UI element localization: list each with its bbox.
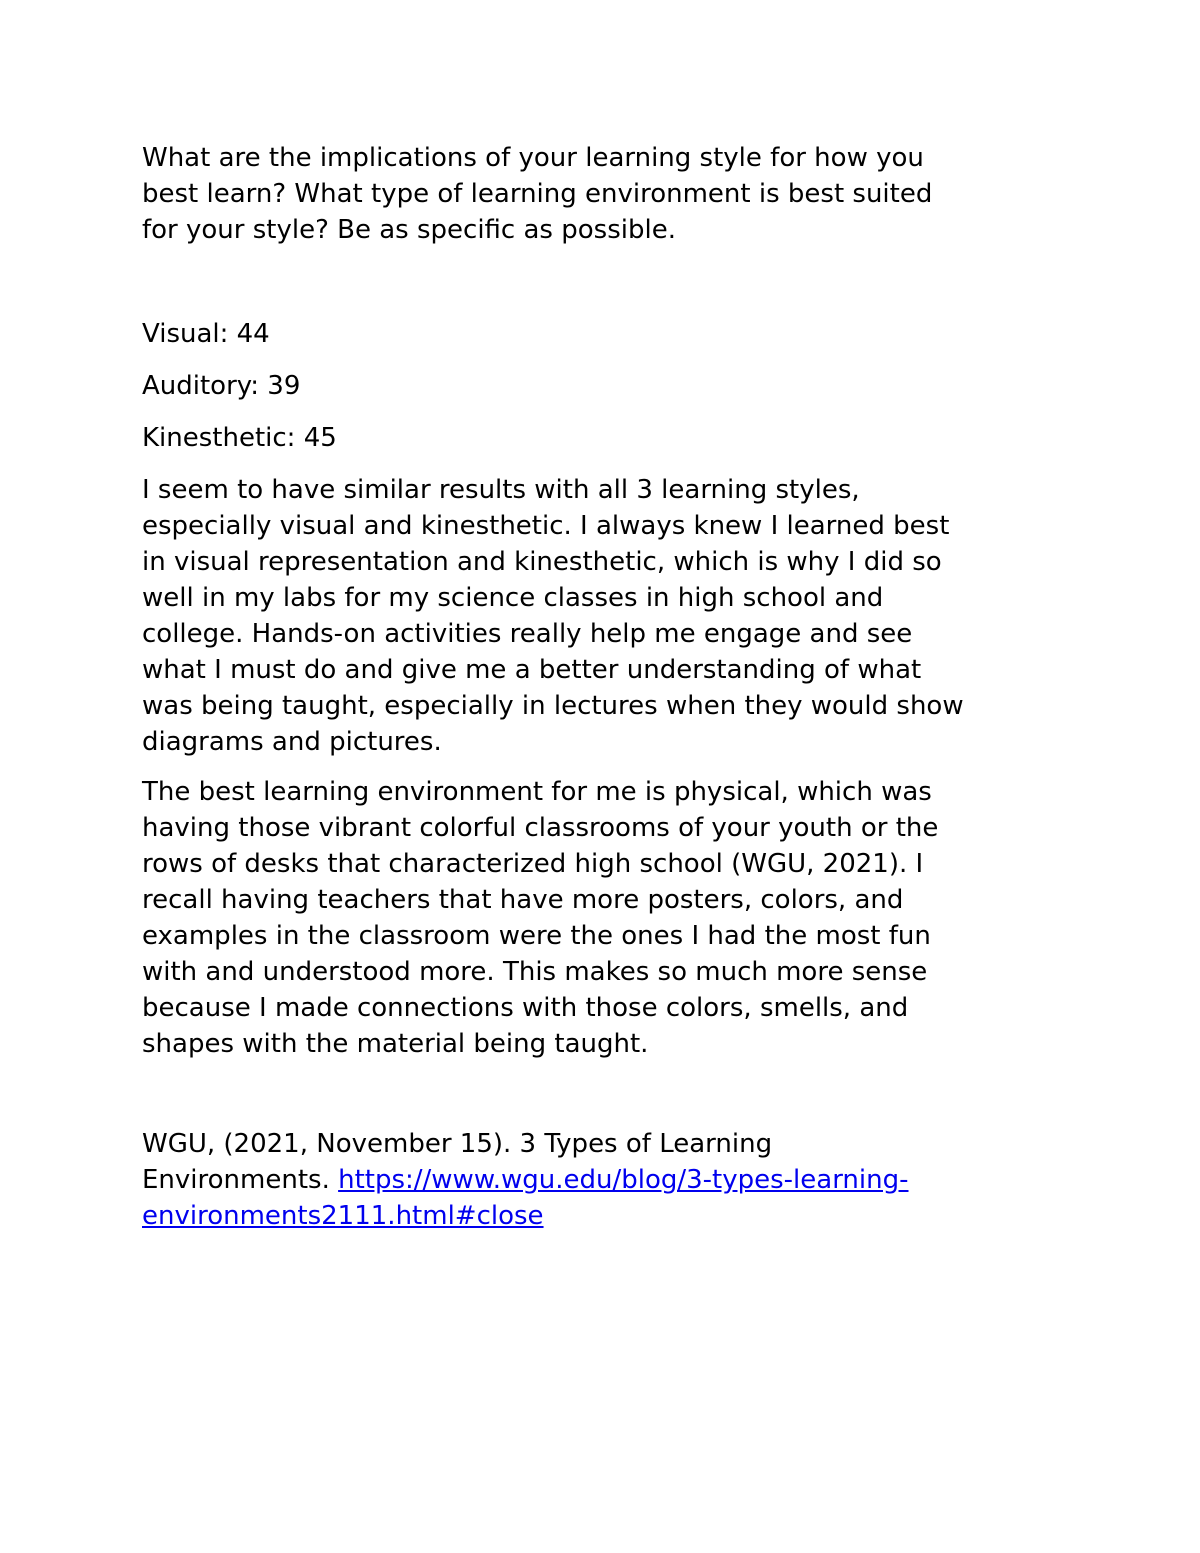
paragraph-line: I seem to have similar results with all 3 learning styles, — [142, 475, 860, 505]
citation-line — [142, 1162, 1072, 1198]
paragraph-line: well in my labs for my science classes in high school and — [142, 583, 884, 613]
paragraph-line: in visual representation and kinesthetic, which is why I did so — [142, 547, 942, 577]
question-line: best learn? What type of learning environment is best suited — [142, 179, 933, 209]
paragraph-line: what I must do and give me a better understanding of what — [142, 655, 922, 685]
paragraph-line: rows of desks that characterized high school (WGU, 2021). I — [142, 849, 924, 879]
paragraph-learning-styles — [142, 472, 1072, 760]
paragraph-line: college. Hands-on activities really help me engage and see — [142, 619, 913, 649]
paragraph-line: The best learning environment for me is physical, which was — [142, 777, 932, 807]
learning-style-scores — [142, 316, 1072, 456]
paragraph-line: because I made connections with those colors, smells, and — [142, 993, 909, 1023]
citation-title-end: Environments. — [142, 1165, 339, 1195]
citation-line: WGU, (2021, November 15). 3 Types of Learning — [142, 1129, 773, 1159]
paragraph-line: examples in the classroom were the ones I had the most fun — [142, 921, 931, 951]
paragraph-line: was being taught, especially in lectures when they would show — [142, 691, 964, 721]
paragraph-line: especially visual and kinesthetic. I always knew I learned best — [142, 511, 950, 541]
paragraph-learning-environment — [142, 774, 1072, 1062]
reference-url-link[interactable]: https://www.wgu.edu/blog/3-types-learning- — [338, 1165, 909, 1195]
paragraph-line: having those vibrant colorful classrooms of your youth or the — [142, 813, 939, 843]
document-page — [142, 140, 1072, 1248]
paragraph-line: recall having teachers that have more posters, colors, and — [142, 885, 904, 915]
assignment-question — [142, 140, 1072, 248]
reference-citation — [142, 1126, 1072, 1234]
score-auditory: Auditory: 39 — [142, 371, 301, 401]
question-line: What are the implications of your learning style for how you — [142, 143, 924, 173]
question-line: for your style? Be as specific as possible. — [142, 215, 676, 245]
score-kinesthetic: Kinesthetic: 45 — [142, 423, 337, 453]
citation-line — [142, 1198, 1072, 1234]
paragraph-line: with and understood more. This makes so much more sense — [142, 957, 928, 987]
score-visual: Visual: 44 — [142, 319, 270, 349]
paragraph-line: shapes with the material being taught. — [142, 1029, 649, 1059]
reference-url-link-continued[interactable]: environments2111.html#close — [142, 1201, 544, 1231]
paragraph-line: diagrams and pictures. — [142, 727, 442, 757]
